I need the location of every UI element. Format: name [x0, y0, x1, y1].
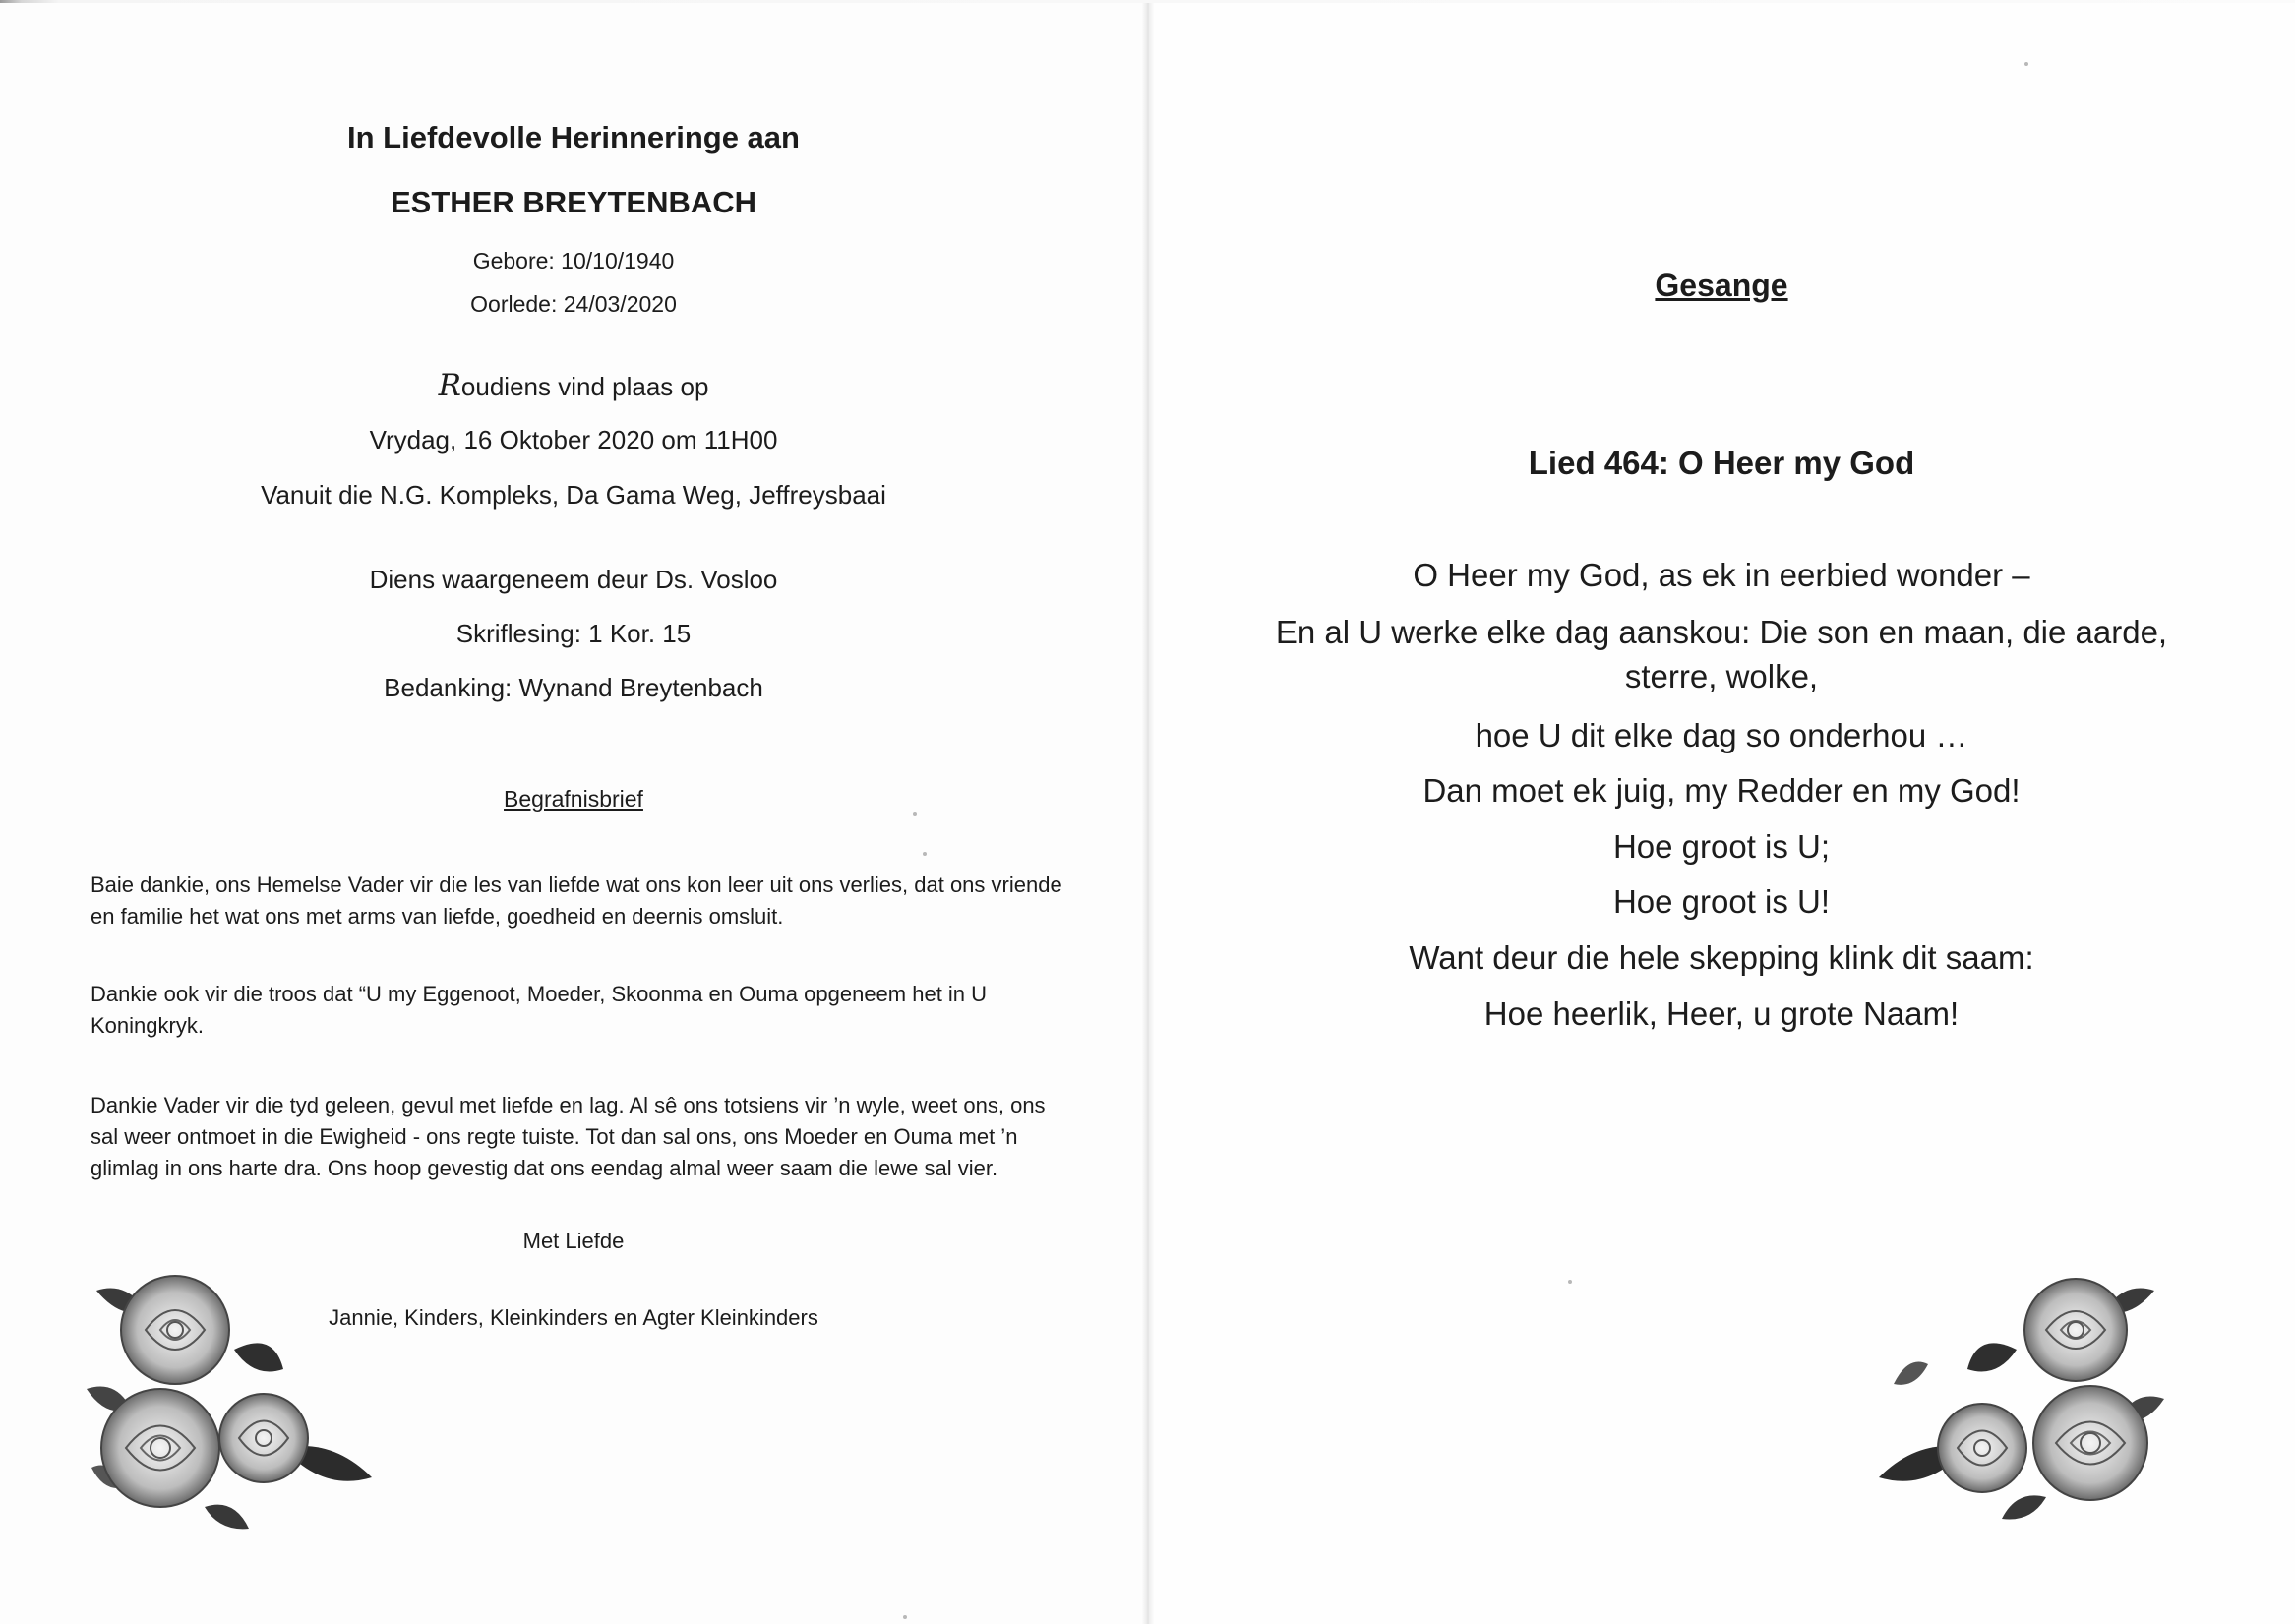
- scan-top-edge: [0, 0, 2295, 3]
- lyric-line-5: Dan moet ek juig, my Redder en my God!: [1422, 772, 2021, 809]
- lyric-line-6: Hoe groot is U;: [1612, 828, 1831, 865]
- lyric-line-7: Hoe groot is U!: [1612, 883, 1831, 920]
- service-intro: [0, 368, 1147, 403]
- scan-speck: [903, 1615, 907, 1619]
- deceased-name: ESTHER BREYTENBACH: [390, 185, 757, 219]
- letter-paragraph-1: Baie dankie, ons Hemelse Vader vir die les van liefde wat ons kon leer uit ons verlies, dat ons vriende en familie het wat ons met arms van liefde, goedheid en deernis omsluit.: [91, 872, 1062, 929]
- song-title: Lied 464: O Heer my God: [1528, 445, 1915, 481]
- closing: Met Liefde: [522, 1229, 625, 1253]
- death-date: Oorlede: 24/03/2020: [470, 291, 677, 317]
- lyric-line-1: O Heer my God, as ek in eerbied wonder –: [1413, 557, 2030, 593]
- page-title: Gesange: [1655, 268, 1788, 303]
- service-intro-initial: R: [438, 368, 461, 403]
- rose-bouquet-icon: [87, 1271, 382, 1536]
- rose-bouquet-icon: [1869, 1271, 2164, 1527]
- thanks-by: Bedanking: Wynand Breytenbach: [384, 673, 763, 702]
- lyric-line-3: sterre, wolke,: [1624, 658, 1819, 694]
- memorial-heading: In Liefdevolle Herinneringe aan: [347, 120, 800, 154]
- scan-speck: [913, 812, 917, 816]
- signatories: Jannie, Kinders, Kleinkinders en Agter Kleinkinders: [329, 1305, 818, 1330]
- lyric-line-9: Hoe heerlik, Heer, u grote Naam!: [1483, 995, 1960, 1032]
- scan-speck: [923, 852, 927, 856]
- letter-paragraph-2: Dankie ook vir die troos dat “U my Eggenoot, Moeder, Skoonma en Ouma opgeneem het in U Koningkryk.: [91, 982, 988, 1038]
- scan-speck: [1568, 1280, 1572, 1284]
- lyric-line-4: hoe U dit elke dag so onderhou …: [1475, 717, 1968, 753]
- letter-title: Begrafnisbrief: [504, 786, 643, 812]
- scripture-reading: Skriflesing: 1 Kor. 15: [455, 619, 692, 648]
- service-intro-rest: oudiens vind plaas op: [460, 372, 709, 401]
- scan-speck: [2024, 62, 2028, 66]
- lyric-line-8: Want deur die hele skepping klink dit saam:: [1409, 939, 2034, 976]
- letter-paragraph-3: Dankie Vader vir die tyd geleen, gevul met liefde en lag. Al sê ons totsiens vir ’n wyle, weet ons, ons sal weer ontmoet in die Ewigheid - ons regte tuiste. Tot dan sal ons, ons Moeder en Ouma met ’n glimlag in ons harte dra. Ons hoop gevestig dat ons eendag almal weer saam die lewe sal vier.: [91, 1093, 1046, 1180]
- service-date: Vrydag, 16 Oktober 2020 om 11H00: [369, 425, 778, 454]
- officiant: Diens waargeneem deur Ds. Vosloo: [369, 565, 778, 594]
- birth-date: Gebore: 10/10/1940: [472, 248, 675, 273]
- lyric-line-2: En al U werke elke dag aanskou: Die son en maan, die aarde,: [1275, 614, 2168, 650]
- service-venue: Vanuit die N.G. Kompleks, Da Gama Weg, Jeffreysbaai: [261, 480, 886, 510]
